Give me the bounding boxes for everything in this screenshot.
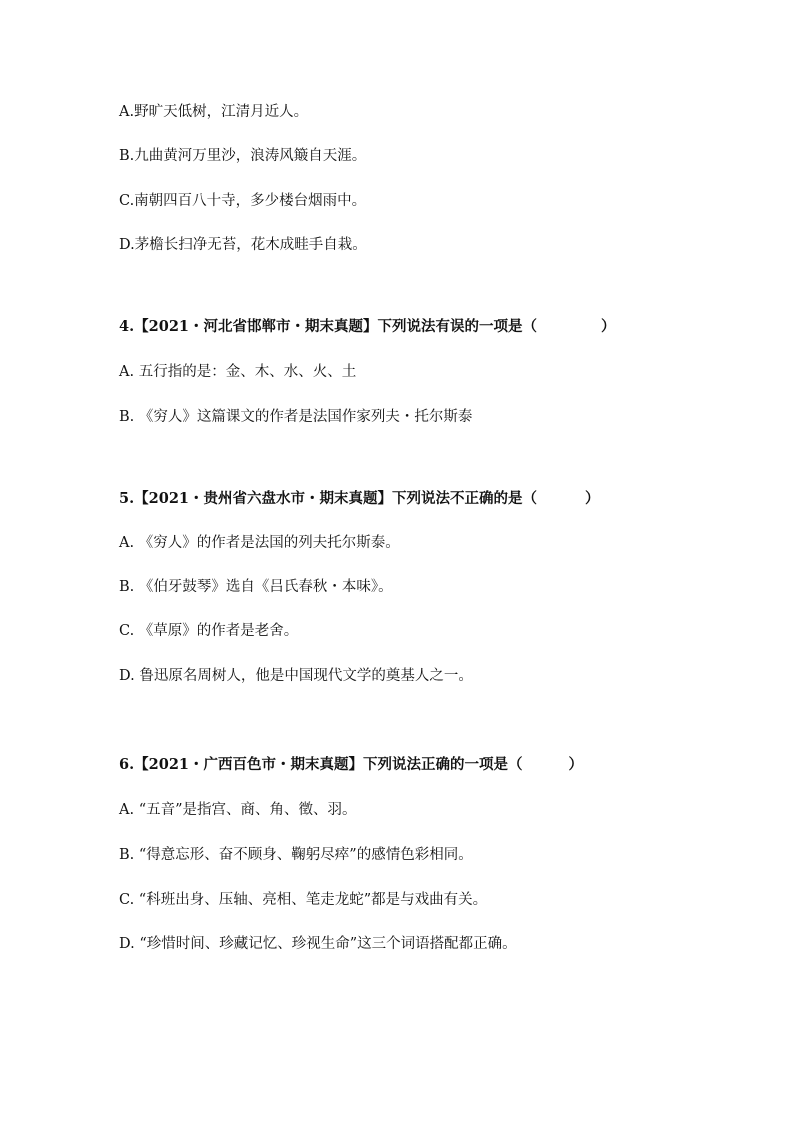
question-5-text: 5.【2021・贵州省六盘水市・期末真题】下列说法不正确的是（ [119, 490, 537, 507]
q4-option-b: B. 《穷人》这篇课文的作者是法国作家列夫・托尔斯泰 [119, 409, 473, 425]
q4-option-a: A. 五行指的是：金、木、水、火、土 [119, 364, 357, 380]
q5-option-b: B. 《伯牙鼓琴》选自《吕氏春秋・本味》。 [119, 579, 393, 595]
q3-option-c: C.南朝四百八十寺，多少楼台烟雨中。 [119, 193, 367, 209]
question-6-close-paren: ） [568, 756, 583, 773]
q3-option-d: D.茅檐长扫净无苔，花木成畦手自栽。 [119, 237, 367, 253]
question-4-title [119, 317, 616, 337]
q6-option-b: B. “得意忘形、奋不顾身、鞠躬尽瘁”的感情色彩相同。 [119, 847, 473, 863]
q6-option-a: A. “五音”是指宫、商、角、徵、羽。 [119, 802, 357, 818]
question-5-title [119, 489, 600, 509]
question-5-close-paren: ） [585, 490, 600, 507]
q6-option-c: C. “科班出身、压轴、亮相、笔走龙蛇”都是与戏曲有关。 [119, 892, 488, 908]
q5-option-c: C. 《草原》的作者是老舍。 [119, 623, 299, 639]
question-6-text: 6.【2021・广西百色市・期末真题】下列说法正确的一项是（ [119, 756, 523, 773]
question-6-title [119, 755, 583, 775]
q6-option-d: D. “珍惜时间、珍藏记忆、珍视生命”这三个词语搭配都正确。 [119, 936, 517, 952]
q3-option-b: B.九曲黄河万里沙，浪涛风簸自天涯。 [119, 148, 367, 164]
q5-option-a: A. 《穷人》的作者是法国的列夫托尔斯泰。 [119, 535, 400, 551]
q5-option-d: D. 鲁迅原名周树人，他是中国现代文学的奠基人之一。 [119, 668, 473, 684]
q3-option-a: A.野旷天低树，江清月近人。 [119, 104, 309, 120]
question-4-close-paren: ） [601, 318, 616, 335]
question-4-text: 4.【2021・河北省邯郸市・期末真题】下列说法有误的一项是（ [119, 318, 537, 335]
